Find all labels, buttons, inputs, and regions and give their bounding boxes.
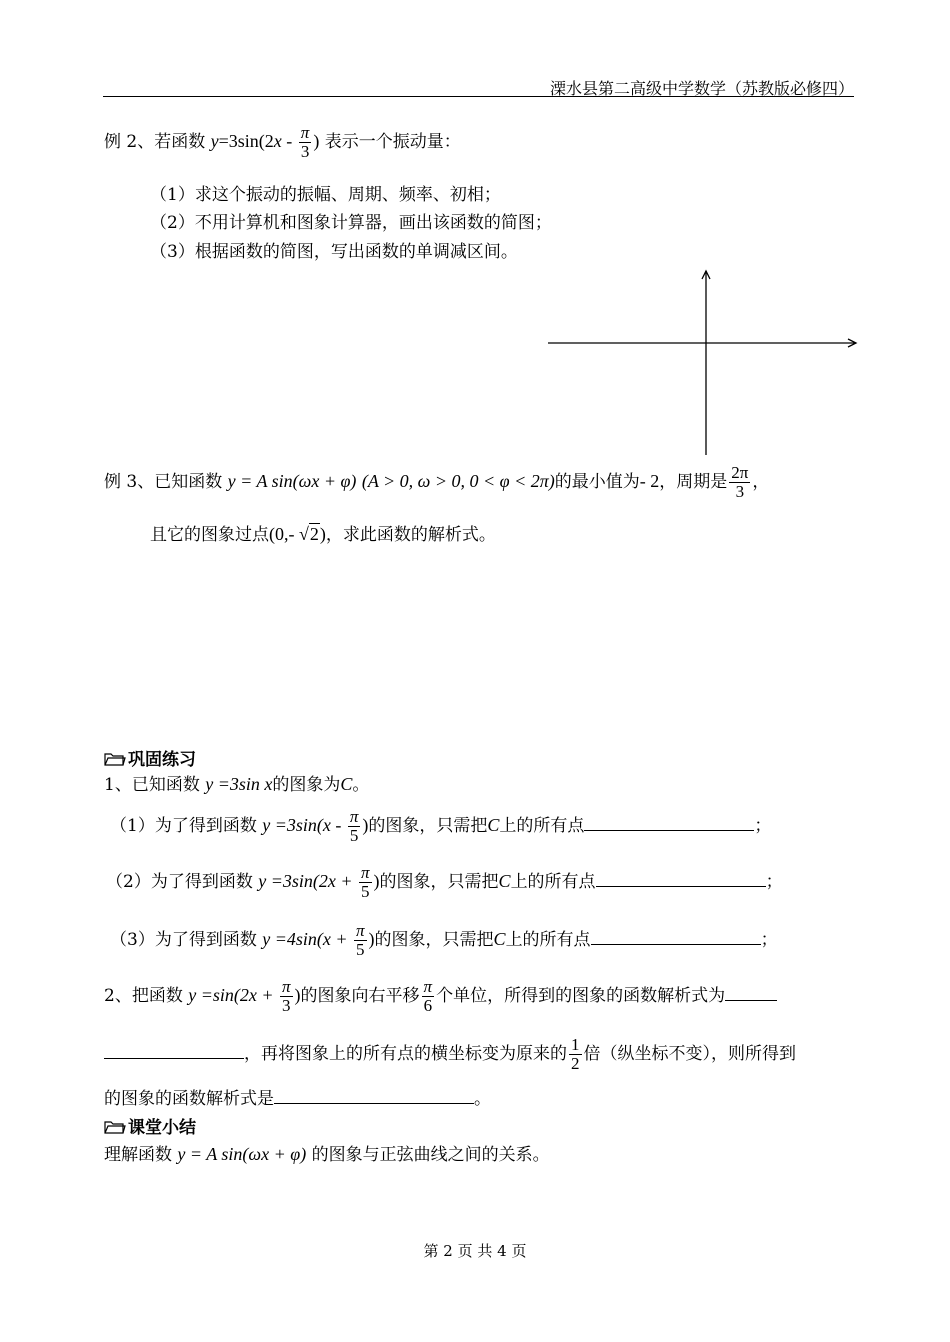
q2-shift-fraction <box>422 978 435 1015</box>
q2-d: ，再将图象上的所有点的横坐标变为原来的 <box>244 1043 567 1064</box>
practice-title-text: 巩固练习 <box>128 750 196 770</box>
practice-q2-line-3 <box>104 1084 491 1109</box>
q1-sub-fraction <box>359 864 372 901</box>
example-3-point: (0,- <box>269 524 299 544</box>
fraction-numerator: π <box>282 977 291 996</box>
q1-sub-tail-b: 上的所有点 <box>510 871 596 892</box>
formula-body: =3sin(2 <box>218 130 274 151</box>
example-3-function: y = A sin(ωx + φ) <box>227 470 357 491</box>
example-3-line-2-a: 且它的图象过点 <box>150 525 269 545</box>
coordinate-axes <box>540 265 870 460</box>
fraction-denominator: 6 <box>423 995 433 1015</box>
fraction-denominator: 3 <box>300 141 310 161</box>
example-3-point-close: ) <box>319 524 326 544</box>
q1-sub-tail-b: 上的所有点 <box>499 815 585 836</box>
summary-text <box>104 1140 550 1165</box>
q2-c: 个单位，所得到的图象的函数解析式为 <box>436 985 726 1006</box>
fraction-numerator: π <box>300 123 310 142</box>
fraction-denominator: 5 <box>356 939 365 959</box>
fraction-denominator: 3 <box>282 995 291 1015</box>
formula-x: x <box>273 130 282 151</box>
formula-minus: - <box>281 130 297 151</box>
summary-title <box>104 1113 196 1138</box>
period-fraction <box>729 464 750 501</box>
example-3-mid: 的最小值为 <box>554 471 640 492</box>
answer-blank[interactable] <box>596 885 766 887</box>
practice-q2-line-1 <box>104 978 777 1015</box>
q1-sub-label: （3）为了得到函数 <box>110 929 257 950</box>
summary-text-a: 理解函数 <box>104 1145 172 1165</box>
example-3-comma: ， <box>752 471 770 492</box>
q1-sub-formula: y =4sin(x + <box>262 928 353 949</box>
q1-intro-c: C <box>340 774 353 794</box>
period-denominator: 3 <box>735 481 745 501</box>
fraction-numerator: π <box>356 921 365 940</box>
q1-sub-fraction <box>348 808 361 845</box>
q2-e: 倍（纵坐标不变），则所得到 <box>583 1043 796 1064</box>
example-2-tail: 表示一个振动量： <box>324 131 461 152</box>
practice-q1-intro <box>104 770 369 795</box>
example-3-line-2-b: ，求此函数的解析式。 <box>325 525 496 545</box>
q1-intro-a: 1、已知函数 <box>104 775 200 795</box>
q2-f: 的图象的函数解析式是 <box>104 1089 274 1109</box>
formula-y: y <box>210 130 219 151</box>
q2-a: 2、把函数 <box>104 985 183 1006</box>
q2-close: ) <box>294 984 301 1005</box>
q1-sub-tail-b: 上的所有点 <box>505 929 591 950</box>
formula-close: ) <box>313 130 320 151</box>
q1-intro-function: y =3sin x <box>205 774 273 794</box>
q1-sub-end: ； <box>765 871 783 892</box>
page-footer: 第 2 页 共 4 页 <box>423 1242 527 1260</box>
example-3-period-text: ，周期是 <box>659 471 728 492</box>
q1-sub-tail-a: 的图象，只需把 <box>374 929 494 950</box>
q1-sub-close: ) <box>362 814 369 835</box>
practice-title <box>104 745 196 770</box>
q2-fraction <box>280 978 293 1015</box>
q2-function: y =sin(2x + <box>188 984 279 1005</box>
q2-g: 。 <box>474 1089 491 1109</box>
q1-sub-end: ； <box>760 929 778 950</box>
q1-sub-close: ) <box>368 928 375 949</box>
practice-q1-sub-3 <box>110 922 778 959</box>
header-rule <box>103 96 854 97</box>
practice-q1-sub-2 <box>106 864 783 901</box>
practice-q2-line-2 <box>104 1036 796 1073</box>
q1-intro-end: 。 <box>352 775 370 795</box>
summary-text-b: 的图象与正弦曲线之间的关系。 <box>311 1145 550 1165</box>
answer-blank-q2-1[interactable] <box>725 999 777 1001</box>
q1-intro-b: 的图象为 <box>272 775 341 795</box>
folder-icon <box>104 751 126 767</box>
fraction-denominator: 5 <box>361 881 370 901</box>
example-3-label: 例 3、已知函数 <box>104 471 223 492</box>
fraction-denominator: 5 <box>349 825 359 845</box>
q1-sub-c: C <box>498 870 511 891</box>
q1-sub-tail-a: 的图象，只需把 <box>379 871 499 892</box>
q1-sub-formula: y =3sin(x - <box>262 814 346 835</box>
fraction-numerator: π <box>361 863 370 882</box>
example-2-item-3: （3）根据函数的简图，写出函数的单调减区间。 <box>150 242 518 262</box>
example-2-label: 例 2、若函数 <box>104 131 206 152</box>
sqrt-sign: √ <box>299 524 309 544</box>
answer-blank-q2-2[interactable] <box>274 1102 474 1104</box>
q1-sub-label: （1）为了得到函数 <box>110 815 257 836</box>
example-2-item-2: （2）不用计算机和图象计算器，画出该函数的简图； <box>150 213 552 233</box>
fraction-denominator: 2 <box>571 1053 580 1073</box>
fraction-numerator: 1 <box>571 1035 580 1054</box>
period-numerator: 2π <box>731 463 749 482</box>
example-3-min-value: - 2 <box>639 470 660 491</box>
q1-sub-fraction <box>354 922 367 959</box>
q1-sub-end: ； <box>754 815 772 836</box>
example-3-conditions: (A > 0, ω > 0, 0 < φ < 2π) <box>361 470 555 491</box>
q1-sub-c: C <box>493 928 506 949</box>
q1-sub-label: （2）为了得到函数 <box>106 871 253 892</box>
example-2-item-1: （1）求这个振动的振幅、周期、频率、初相； <box>150 185 501 205</box>
sqrt-value: 2 <box>309 524 319 544</box>
q1-sub-formula: y =3sin(2x + <box>258 870 358 891</box>
fraction-numerator: π <box>349 807 359 826</box>
example-3-statement <box>104 464 769 501</box>
summary-function: y = A sin(ωx + φ) <box>177 1144 307 1164</box>
q1-sub-close: ) <box>373 870 380 891</box>
q1-sub-c: C <box>487 814 500 835</box>
answer-blank[interactable] <box>591 943 761 945</box>
q2-b: 的图象向右平移 <box>300 985 420 1006</box>
q1-sub-tail-a: 的图象，只需把 <box>368 815 488 836</box>
fraction-numerator: π <box>423 977 433 996</box>
q2-half-fraction <box>569 1036 582 1073</box>
answer-blank[interactable] <box>584 829 754 831</box>
header-title: 溧水县第二高级中学数学（苏教版必修四） <box>549 79 854 98</box>
example-2-statement <box>104 124 461 161</box>
summary-title-text: 课堂小结 <box>128 1118 196 1138</box>
fraction-pi-over-3 <box>299 124 312 161</box>
folder-icon <box>104 1119 126 1135</box>
practice-q1-sub-1 <box>110 808 771 845</box>
answer-blank-q2-1-cont[interactable] <box>104 1057 244 1059</box>
example-3-line-2 <box>150 520 496 545</box>
